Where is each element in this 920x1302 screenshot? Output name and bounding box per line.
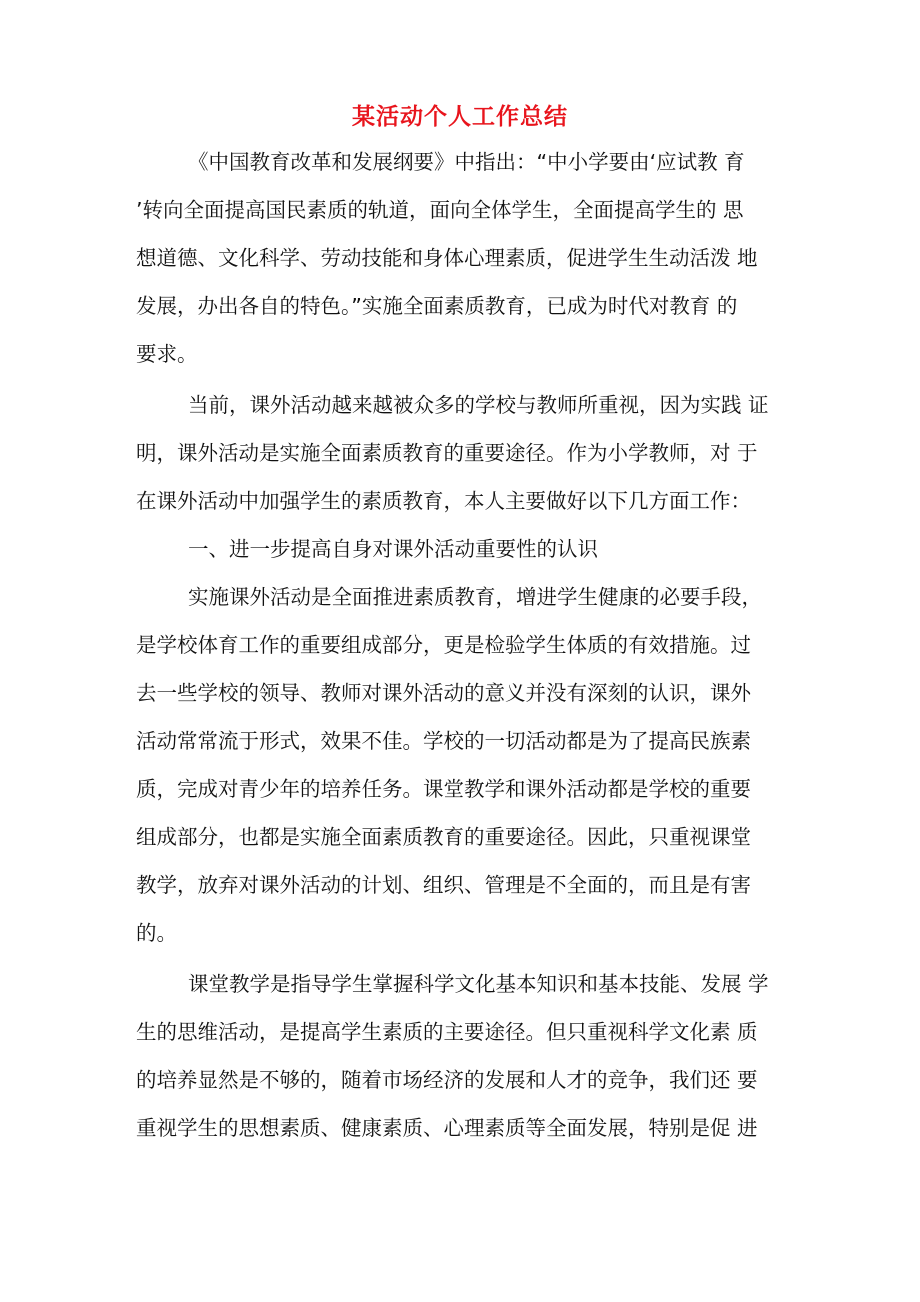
- text-line: 想道德、文化科学、劳动技能和身体心理素质，促进学生生动活泼 地: [136, 246, 758, 270]
- text-line: 质，完成对青少年的培养任务。课堂教学和课外活动都是学校的重要: [136, 777, 751, 801]
- text-line: 在课外活动中加强学生的素质教育，本人主要做好以下几方面工作：: [136, 489, 751, 513]
- text-line: 教学，放弃对课外活动的计划、组织、管理是不全面的，而且是有害: [136, 873, 751, 897]
- text-line: 课堂教学是指导学生掌握科学文化基本知识和基本技能、发展 学: [188, 972, 769, 996]
- text-line: 当前，课外活动越来越被众多的学校与教师所重视，因为实践 证: [188, 393, 769, 417]
- text-line: 是学校体育工作的重要组成部分，更是检验学生体质的有效措施。过: [136, 633, 751, 657]
- text-line: 的培养显然是不够的，随着市场经济的发展和人才的竞争，我们还 要: [136, 1068, 758, 1092]
- section-heading: 一、进一步提高自身对课外活动重要性的认识: [188, 537, 598, 561]
- text-line: 活动常常流于形式，效果不佳。学校的一切活动都是为了提高民族素: [136, 729, 751, 753]
- text-line: 组成部分，也都是实施全面素质教育的重要途径。因此，只重视课堂: [136, 825, 751, 849]
- text-line: 要求。: [136, 342, 198, 366]
- text-line: ’转向全面提高国民素质的轨道，面向全体学生，全面提高学生的 思: [136, 198, 744, 222]
- text-line: 明，课外活动是实施全面素质教育的重要途径。作为小学教师，对 于: [136, 441, 758, 465]
- text-line: 实施课外活动是全面推进素质教育，增进学生健康的必要手段，: [188, 585, 762, 609]
- text-line: 生的思维活动，是提高学生素质的主要途径。但只重视科学文化素 质: [136, 1020, 758, 1044]
- document-title: 某活动个人工作总结: [352, 104, 568, 130]
- text-line: 的。: [136, 921, 177, 945]
- text-line: 重视学生的思想素质、健康素质、心理素质等全面发展，特别是促 进: [136, 1116, 758, 1140]
- text-line: 发展，办出各自的特色。”实施全面素质教育，已成为时代对教育 的: [136, 294, 738, 318]
- text-line: 《中国教育改革和发展纲要》中指出：“中小学要由‘应试教 育: [188, 150, 745, 174]
- text-line: 去一些学校的领导、教师对课外活动的意义并没有深刻的认识，课外: [136, 681, 751, 705]
